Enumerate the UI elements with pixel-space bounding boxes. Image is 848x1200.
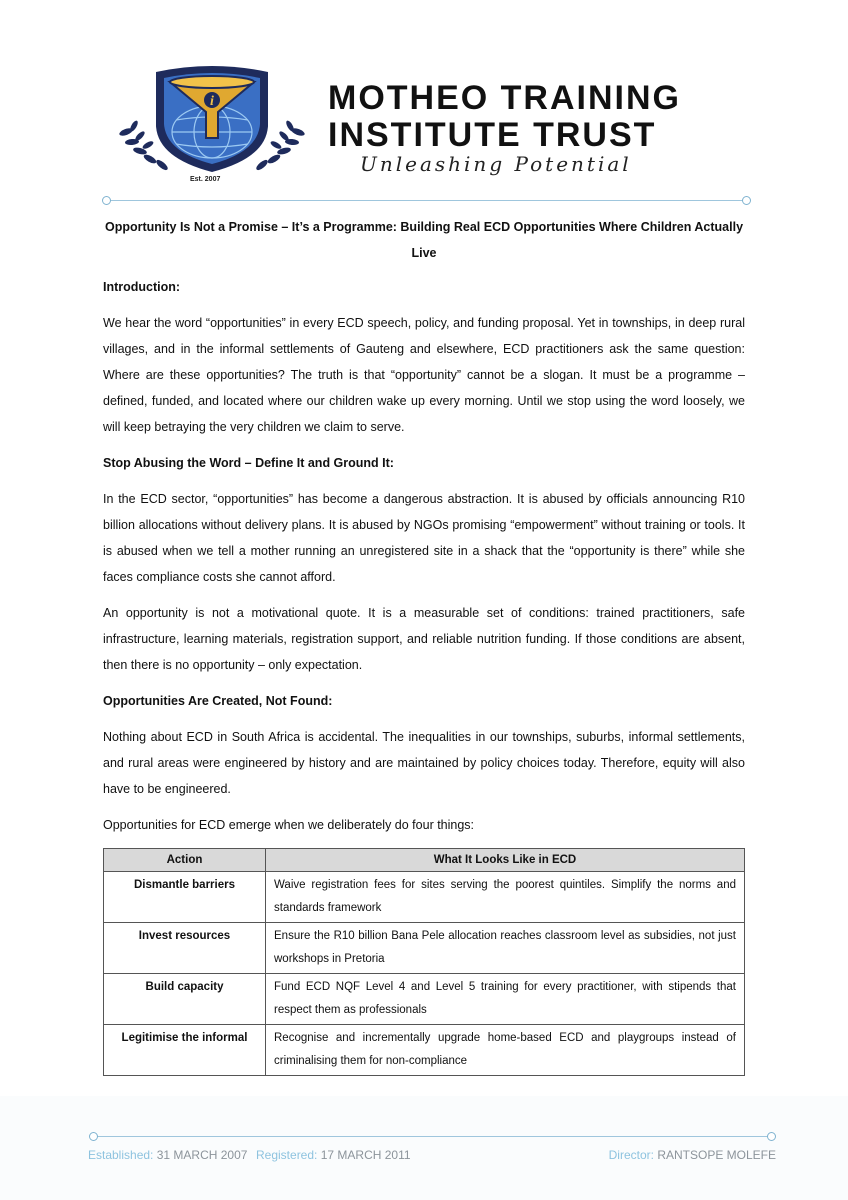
paragraph-introduction: We hear the word “opportunities” in every ECD speech, policy, and funding proposal. Yet in townships, in deep rural villages, and in the informal settlements of Gauteng and elsewhere, ECD practitioners ask the same question: Where are these opportunities? The truth is that “opportunity” cannot be a slogan. It must be a programme – defined, funded, and located where our children wake up every morning. Until we stop using the word loosely, we will keep betraying the very children we claim to serve. <box>103 316 745 434</box>
table-header-row <box>104 849 745 872</box>
section-heading-introduction: Introduction: <box>103 280 181 294</box>
logo-est-label: Est. 2007 <box>190 176 221 183</box>
letterhead <box>0 0 848 200</box>
table-cell-description: Fund ECD NQF Level 4 and Level 5 training for every practitioner, with stipends that respect them as professionals <box>266 974 745 1025</box>
table-cell-description: Waive registration fees for sites serving the poorest quintiles. Simplify the norms and standards framework <box>266 872 745 923</box>
paragraph-created-1: Nothing about ECD in South Africa is accidental. The inequalities in our townships, suburbs, informal settlements, and rural areas were engineered by history and are maintained by policy choices today. Therefore, equity will also have to be engineered. <box>103 730 745 796</box>
director-label: Director: <box>608 1148 654 1162</box>
registered-value: 17 MARCH 2011 <box>320 1148 411 1162</box>
paragraph-created-2: Opportunities for ECD emerge when we deliberately do four things: <box>103 818 475 832</box>
table-cell-action: Legitimise the informal <box>104 1025 266 1076</box>
established-label: Established: <box>88 1148 154 1162</box>
table-cell-description: Ensure the R10 billion Bana Pele allocation reaches classroom level as subsidies, not just workshops in Pretoria <box>266 923 745 974</box>
table-cell-description: Recognise and incrementally upgrade home-based ECD and playgroups instead of criminalising them for non-compliance <box>266 1025 745 1076</box>
opportunity-actions-table <box>103 848 745 1076</box>
section-heading-define: Stop Abusing the Word – Define It and Ground It: <box>103 456 394 470</box>
table-cell-action: Build capacity <box>104 974 266 1025</box>
footer-divider-left-dot <box>89 1132 98 1141</box>
footer-director <box>609 1148 776 1162</box>
table-header-action: Action <box>104 849 266 872</box>
header-divider-left-dot <box>102 196 111 205</box>
table-cell-action: Dismantle barriers <box>104 872 266 923</box>
table-row <box>104 974 745 1025</box>
table-cell-action: Invest resources <box>104 923 266 974</box>
footer-registered <box>256 1148 411 1162</box>
established-value: 31 MARCH 2007 <box>156 1148 248 1162</box>
organization-name <box>328 80 681 154</box>
footer-divider-right-dot <box>767 1132 776 1141</box>
header-divider <box>108 200 746 201</box>
paragraph-define-1: In the ECD sector, “opportunities” has become a dangerous abstraction. It is abused by officials announcing R10 billion allocations without delivery plans. It is abused by NGOs promising “empowerment” without training or tools. It is abused when we tell a mother running an unregistered site in a shack that the “opportunity is there” while she faces compliance costs she cannot afford. <box>103 492 745 584</box>
paragraph-define-2: An opportunity is not a motivational quote. It is a measurable set of conditions: trained practitioners, safe infrastructure, learning materials, registration support, and reliable nutrition funding. If those conditions are absent, then there is no opportunity – only expectation. <box>103 606 745 672</box>
footer-established <box>88 1148 247 1162</box>
table-row <box>104 1025 745 1076</box>
header-divider-right-dot <box>742 196 751 205</box>
svg-text:i: i <box>210 94 214 109</box>
table-row <box>104 923 745 974</box>
director-value: RANTSOPE MOLEFE <box>657 1148 776 1162</box>
org-name-line1: MOTHEO TRAINING <box>328 79 681 117</box>
document-title: Opportunity Is Not a Promise – It’s a Programme: Building Real ECD Opportunities Where Children Actually Live <box>104 220 744 260</box>
table-row <box>104 872 745 923</box>
org-name-line2: INSTITUTE TRUST <box>328 116 657 154</box>
table-header-description: What It Looks Like in ECD <box>266 849 745 872</box>
section-heading-created: Opportunities Are Created, Not Found: <box>103 694 333 708</box>
registered-label: Registered: <box>256 1148 318 1162</box>
footer-divider <box>96 1136 772 1137</box>
tagline: Unleashing Potential <box>360 152 632 176</box>
motheo-logo-icon <box>112 60 312 190</box>
document-body <box>103 214 745 1076</box>
